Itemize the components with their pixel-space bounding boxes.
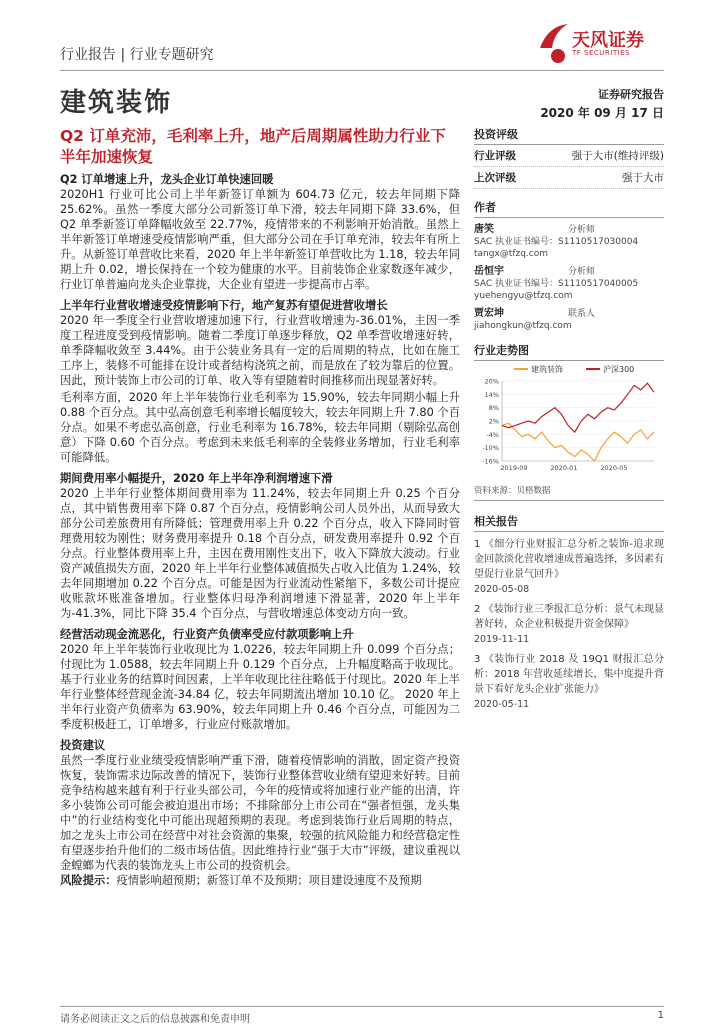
- author-entry: [474, 308, 664, 332]
- author-name: 贾宏坤: [474, 308, 504, 319]
- report-date: 2020 年 09 月 17 日: [540, 106, 664, 120]
- chart-x-tick-label: 2019-09: [500, 464, 528, 472]
- chart-y-tick-label: 14%: [484, 390, 499, 399]
- risk-label: 风险提示：: [60, 874, 117, 887]
- rating-value: 强于大市(维持评级): [571, 150, 664, 162]
- related-report-item[interactable]: [474, 537, 664, 597]
- industry-title: 建筑装饰: [60, 88, 173, 118]
- author-entry: [474, 224, 664, 260]
- section-revenue: [60, 298, 460, 465]
- author-role: 分析师: [568, 225, 596, 235]
- rating-row: [474, 167, 664, 189]
- chart-y-tick-label: 20%: [484, 377, 499, 386]
- authors-block: [474, 199, 664, 332]
- rating-value: 强于大市: [622, 172, 664, 184]
- author-role: 联系人: [568, 309, 596, 319]
- chart-y-tick-label: 2%: [488, 417, 499, 426]
- rating-key: 上次评级: [474, 172, 516, 184]
- chart-x-tick-label: 2020-01: [550, 464, 578, 472]
- rating-row: [474, 145, 664, 167]
- footer-divider: [60, 1006, 664, 1007]
- chart-legend-label: 建筑装饰: [531, 365, 563, 374]
- related-report-date: 2020-05-11: [474, 699, 530, 710]
- section-title: 上半年行业营收增速受疫情影响下行，地产复苏有望促进营收增长: [60, 299, 388, 312]
- author-email[interactable]: jiahongkun@tfzq.com: [474, 321, 572, 331]
- section-title: 期间费用率小幅提升，2020 年上半年净利润增速下滑: [60, 472, 333, 485]
- sidebar: [474, 126, 664, 712]
- chart-y-tick-label: -16%: [482, 457, 499, 466]
- logo-mark: [540, 24, 568, 63]
- author-cert: SAC 执业证书编号：S1110517030004: [474, 237, 639, 247]
- report-category: 行业报告 | 行业专题研究: [60, 47, 214, 63]
- trend-chart-block: [474, 342, 664, 501]
- footer-disclaimer: 请务必阅读正文之后的信息披露和免责申明: [60, 1014, 250, 1024]
- chart-legend-label: 沪深300: [603, 365, 635, 374]
- report-type: 证券研究报告: [598, 88, 664, 101]
- chart-y-tick-label: -10%: [482, 444, 499, 453]
- page-number: 1: [657, 1010, 664, 1021]
- related-reports: [474, 513, 664, 712]
- chart-series-line: [502, 423, 654, 461]
- trend-chart: [474, 361, 664, 479]
- section-expenses: [60, 471, 460, 621]
- rating-key: 行业评级: [474, 150, 516, 162]
- main-body: [60, 172, 460, 888]
- related-report-title: 3 《装饰行业 2018 及 19Q1 财报汇总分析：2018 年营收延续增长，集中度提升背景下看好龙头企业扩张能力》: [474, 654, 664, 695]
- authors-heading: 作者: [474, 199, 664, 218]
- section-orders: [60, 172, 460, 292]
- chart-source: 资料来源：贝格数据: [474, 484, 664, 501]
- brand-name-cn: 天风证券: [572, 30, 644, 51]
- related-report-item[interactable]: [474, 602, 664, 647]
- section-cashflow: [60, 627, 460, 732]
- section-paragraph: 2020 年上半年装饰行业收现比为 1.0226，较去年同期上升 0.099 个百分点；付现比为 1.0588，较去年同期上升 0.129 个百分点，上升幅度略高于收现比。基于行业业务的结算时间因素，上半年收现比往往略低于付现比。2020 年上半年行业整体经营现金流-34.84 亿，较去年同期流出增加 10.10 亿。 2020 年上半年行业资产负债率为 63.90%，较去年同期上升 0.46 个百分点，可能因为二季度积极赶工，订单增多，行业应付账款增加。: [60, 643, 460, 731]
- related-report-title: 1 《细分行业财报汇总分析之装饰-追求现金回款淡化营收增速成普遍选择，多因素有望促行业景气回升》: [474, 539, 664, 580]
- header-divider: [60, 70, 664, 71]
- section-paragraph: 虽然一季度行业业绩受疫情影响严重下滑，随着疫情影响的消散，固定资产投资恢复，装饰需求边际改善的情况下，装饰行业整体营收业绩有望迎来好转。目前竞争结构越来越有利于行业头部公司，今年的疫情或将加速行业产能的出清，许多小装饰公司可能会被迫退出市场；不排除部分上市公司在“强者恒强，龙头集中”的行业结构变化中可能出现超预期的表现。考虑到装饰行业后周期的特点，加之龙头上市公司在经营中对社会资源的集聚，较强的抗风险能力和经营稳定性有望逐步抬升他们的二级市场估值。因此维持行业“强于大市”评级，建议重视以金螳螂为代表的装饰龙头上市公司的投资机会。: [60, 754, 460, 872]
- chart-y-tick-label: 8%: [488, 404, 499, 413]
- section-investment-advice: [60, 738, 460, 873]
- related-report-date: 2019-11-11: [474, 634, 530, 645]
- chart-heading: 行业走势图: [474, 342, 664, 361]
- related-report-title: 2 《装饰行业三季报汇总分析：景气未现显著好转，众企业积极提升资金保障》: [474, 604, 664, 630]
- chart-x-tick-label: 2020-05: [600, 464, 628, 472]
- author-cert: SAC 执业证书编号：S1110517040005: [474, 279, 639, 289]
- author-email[interactable]: yuehengyu@tfzq.com: [474, 291, 573, 301]
- rating-heading: 投资评级: [474, 126, 664, 145]
- author-name: 岳恒宇: [474, 266, 504, 277]
- section-title: 经营活动现金流恶化，行业资产负债率受应付款项影响上升: [60, 628, 354, 641]
- author-role: 分析师: [568, 267, 596, 277]
- risk-warning: [60, 873, 460, 888]
- section-paragraph: 毛利率方面，2020 年上半年装饰行业毛利率为 15.90%，较去年同期小幅上升 0.88 个百分点。其中弘高创意毛利率增长幅度较大，较去年同期上升 7.80 个百分点。如果不考虑弘高创意，行业毛利率为 16.78%，较去年同期（剔除弘高创意）下降 0.60 个百分点。考虑到未来低毛利率的全装修业务增加，行业毛利率可能降低。: [60, 391, 460, 464]
- author-email[interactable]: tangx@tfzq.com: [474, 249, 549, 259]
- section-title: Q2 订单增速上升，龙头企业订单快速回暖: [60, 173, 274, 186]
- author-entry: [474, 266, 664, 302]
- section-paragraph: 2020 上半年行业整体期间费用率为 11.24%，较去年同期上升 0.25 个百分点，其中销售费用率下降 0.87 个百分点，疫情影响公司人员外出，从而导致大部分公司差旅费用有所降低；管理费用率上升 0.22 个百分点，收入下降同时管理费用较为刚性；财务费用率提升 0.18 个百分点，研发费用率提升 0.92 个百分点。行业整体费用率上升，主因在费用刚性支出下，收入下降放大波动。行业资产减值损失方面，2020 年上半年行业整体减值损失占收入比值为 1.24%，较去年同期增加 0.22 个百分点。可能是因为行业流动性紧缩下，多数公司计提应收账款坏账准备增加。行业整体归母净利润增速下滑显著，2020 年上半年为-41.3%，同比下降 35.4 个百分点，与营收增速总体变动方向一致。: [60, 487, 460, 620]
- related-report-date: 2020-05-08: [474, 584, 530, 595]
- report-headline: Q2 订单充沛，毛利率上升，地产后周期属性助力行业下半年加速恢复: [60, 127, 446, 166]
- brand-name-en: TF SECURITIES: [572, 49, 631, 57]
- risk-text: 疫情影响超预期；新签订单不及预期；项目建设速度不及预期: [116, 874, 422, 887]
- section-paragraph: 2020H1 行业可比公司上半年新签订单额为 604.73 亿元，较去年同期下降 25.62%。虽然一季度大部分公司新签订单下滑，较去年同期下降 33.6%，但 Q2 单季新签订单降幅收敛至 22.77%，疫情带来的不利影响开始消散。虽然上半年新签订单增速受疫情影响严重，但大部分公司在手订单充沛，较去年有所上升。从新签订单营收比来看，2020 年上半年新签订单营收比为 1.18，较去年同期上升 0.02，增长保持在一个较为健康的水平。目前装饰企业家数逐年减少，行业订单普遍向龙头企业靠拢，大企业有望进一步提高市占率。: [60, 188, 460, 291]
- section-title: 投资建议: [60, 739, 106, 752]
- author-name: 唐笑: [474, 224, 494, 235]
- chart-y-tick-label: -4%: [486, 430, 499, 439]
- section-paragraph: 2020 年一季度全行业营收增速加速下行，行业营收增速为-36.01%，主因一季度工程进度受到疫情影响。随着二季度订单逐步释放，Q2 单季营收增速好转，单季降幅收敛至 3.44%。由于公装业务具有一定的后周期的特点，比如在施工工序上，装修不可能排在设计或者结构浇筑之前，而是放在了较为靠后的位置。因此，预计装饰上市公司的订单、收入等有望随着时间推移而出现显著好转。: [60, 314, 460, 387]
- related-report-item[interactable]: [474, 652, 664, 712]
- related-heading: 相关报告: [474, 513, 664, 532]
